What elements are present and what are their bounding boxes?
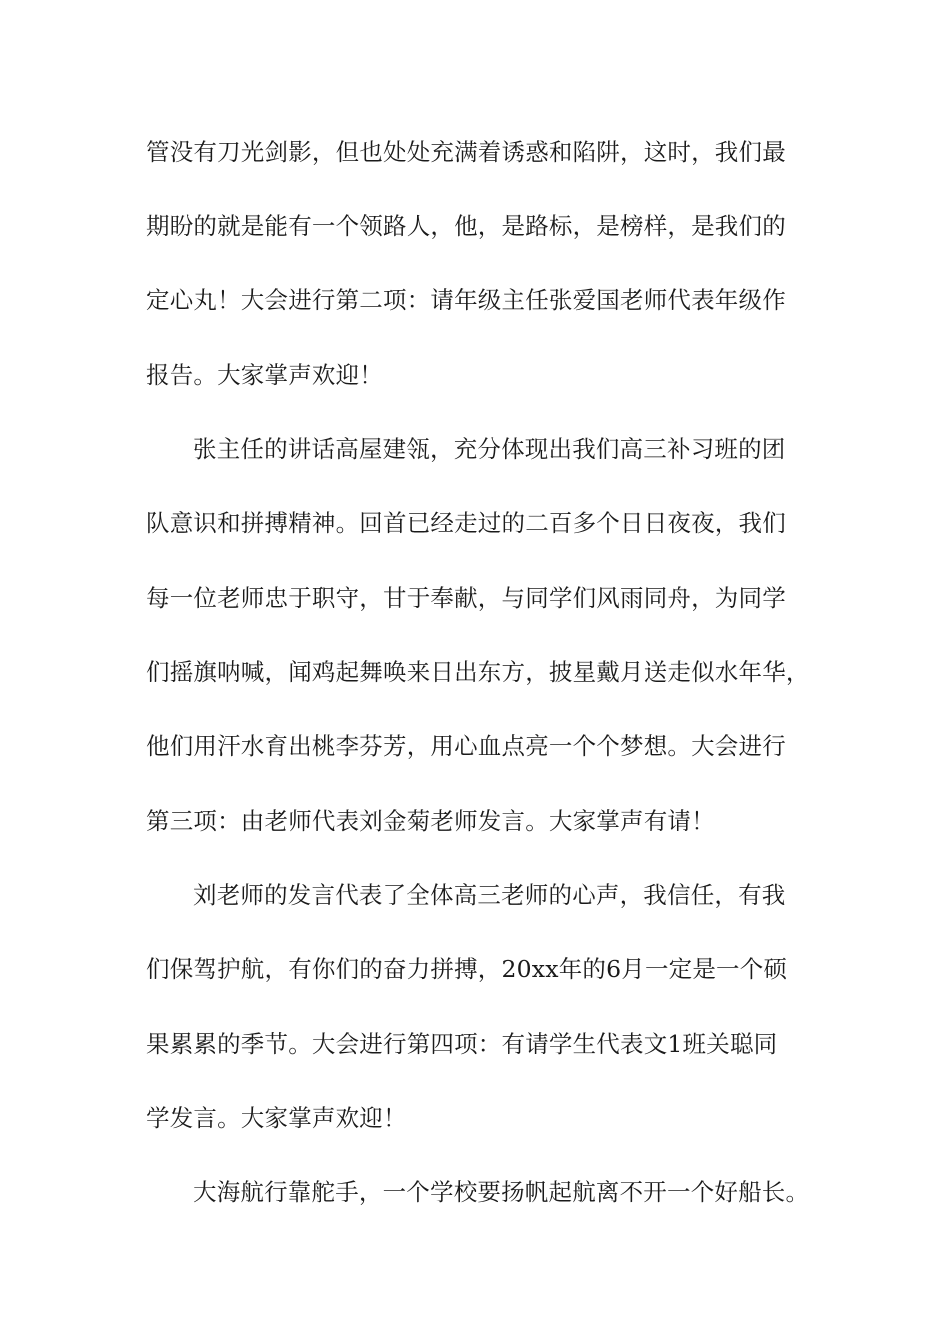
text-line: 果累累的季节。大会进行第四项：有请学生代表文1班关聪同 [146,1030,778,1058]
paragraph-first-line: 大海航行靠舵手，一个学校要扬帆起航离不开一个好船长。 [193,1178,810,1206]
paragraph-first-line: 张主任的讲话高屋建瓴，充分体现出我们高三补习班的团 [193,435,786,463]
text-line: 队意识和拼搏精神。回首已经走过的二百多个日日夜夜，我们 [146,509,786,537]
text-line: 期盼的就是能有一个领路人，他，是路标，是榜样，是我们的 [146,212,786,240]
text-line: 第三项：由老师代表刘金菊老师发言。大家掌声有请！ [146,807,715,835]
text-line: 们摇旗呐喊，闻鸡起舞唤来日出东方，披星戴月送走似水年华， [146,658,810,686]
text-line: 每一位老师忠于职守，甘于奉献，与同学们风雨同舟，为同学 [146,584,786,612]
text-line: 他们用汗水育出桃李芬芳，用心血点亮一个个梦想。大会进行 [146,732,786,760]
text-line: 学发言。大家掌声欢迎！ [146,1104,407,1132]
text-line: 定心丸！大会进行第二项：请年级主任张爱国老师代表年级作 [146,286,786,314]
paragraph-first-line: 刘老师的发言代表了全体高三老师的心声，我信任，有我 [193,881,786,909]
text-line: 们保驾护航，有你们的奋力拼搏，20xx年的6月一定是一个硕 [146,955,788,983]
text-line: 管没有刀光剑影，但也处处充满着诱惑和陷阱，这时，我们最 [146,138,786,166]
text-line: 报告。大家掌声欢迎！ [146,361,383,389]
